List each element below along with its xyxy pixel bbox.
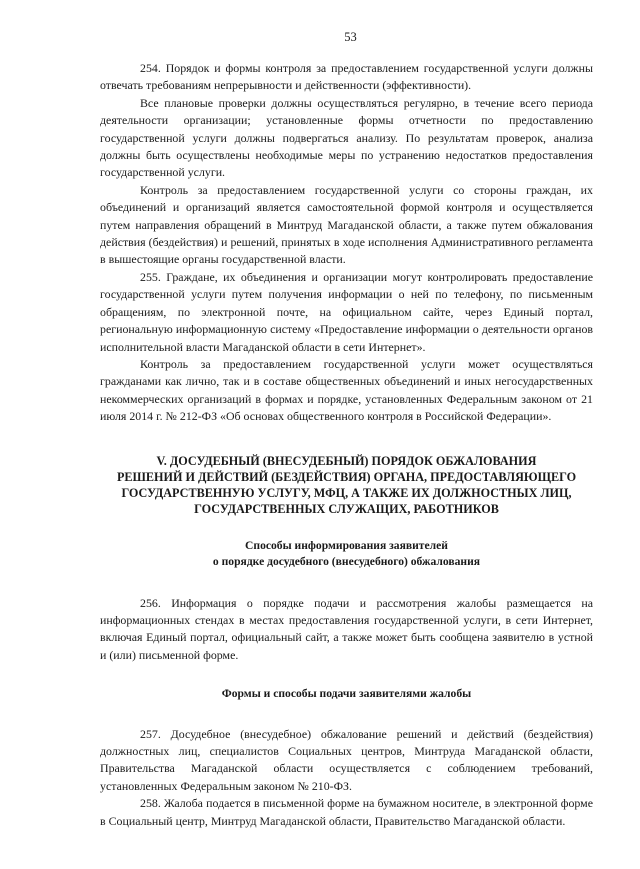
section-v-title [100,453,593,517]
subsection-title-line: о порядке досудебного (внесудебного) обжалования [212,555,481,569]
subsection-informing-title [100,538,593,571]
paragraph-258: 258. Жалоба подается в письменной форме на бумажном носителе, в электронной форме в Социальный центр, Минтруд Магаданской области, Правительство Магаданской области. [100,796,593,828]
paragraph-254: 254. Порядок и формы контроля за предоставлением государственной услуги должны отвечать требованиям непрерывности и действенности (эффективности). [100,61,593,93]
section-title-line: РЕШЕНИЙ И ДЕЙСТВИЙ (БЕЗДЕЙСТВИЯ) ОРГАНА, ПРЕДОСТАВЛЯЮЩЕГО [116,469,577,484]
subsection-complaint-forms-title [100,686,593,703]
section-title-line: ГОСУДАРСТВЕННУЮ УСЛУГУ, МФЦ, А ТАКЖЕ ИХ ДОЛЖНОСТНЫХ ЛИЦ, [121,485,572,500]
paragraph-planned-inspections: Все плановые проверки должны осуществляться регулярно, в течение всего периода деятельности организации; установленные формы отчетности по предоставлению государственной услуги должны подвергаться анализу. По результатам проверок, анализа должны быть осуществлены необходимые меры по устранению недостатков предоставления государственной услуги. [100,95,593,180]
subsection-title-line: Способы информирования заявителей [245,538,448,552]
section-title-line: V. ДОСУДЕБНЫЙ (ВНЕСУДЕБНЫЙ) ПОРЯДОК ОБЖАЛОВАНИЯ [156,453,537,468]
section-title-line: ГОСУДАРСТВЕННЫХ СЛУЖАЩИХ, РАБОТНИКОВ [194,501,499,516]
paragraph-public-control: Контроль за предоставлением государственной услуги может осуществляться гражданами как лично, так и в составе общественных объединений и иных негосударственных некоммерческих организаций в формах и порядке, установленных Федеральным законом от 21 июля 2014 г. № 212-ФЗ «Об основах общественного контроля в Российской Федерации». [100,356,593,424]
paragraph-257: 257. Досудебное (внесудебное) обжалование решений и действий (бездействия) должностных лиц, специалистов Социальных центров, Минтруда Магаданской области, Правительства Магаданской области осуществляется с соблюдением требований, установленных Федеральным законом № 210-ФЗ. [100,726,593,793]
page-number: 53 [344,30,357,44]
paragraph-255: 255. Граждане, их объединения и организации могут контролировать предоставление государственной услуги путем получения информации о ней по телефону, по письменным обращениям, по электронной почте, на официальном сайте, через Единый портал, региональную информационную систему «Предоставление информации о деятельности органов исполнительной власти Магаданской области в сети Интернет». [100,269,593,354]
subsection-title-line: Формы и способы подачи заявителями жалобы [221,687,472,701]
paragraph-citizen-control: Контроль за предоставлением государственной услуги со стороны граждан, их объединений и организаций является самостоятельной формой контроля и осуществляется путем направления обращений в Минтруд Магаданской области, а также путем обжалования действия (бездействия) и решений, принятых в ходе исполнения Административного регламента в вышестоящие органы государственной власти. [100,182,593,267]
paragraph-256: 256. Информация о порядке подачи и рассмотрения жалобы размещается на информационных стендах в местах предоставления государственной услуги, в сети Интернет, включая Единый портал, официальный сайт, а также может быть сообщена заявителю в устной и (или) письменной форме. [100,595,593,662]
